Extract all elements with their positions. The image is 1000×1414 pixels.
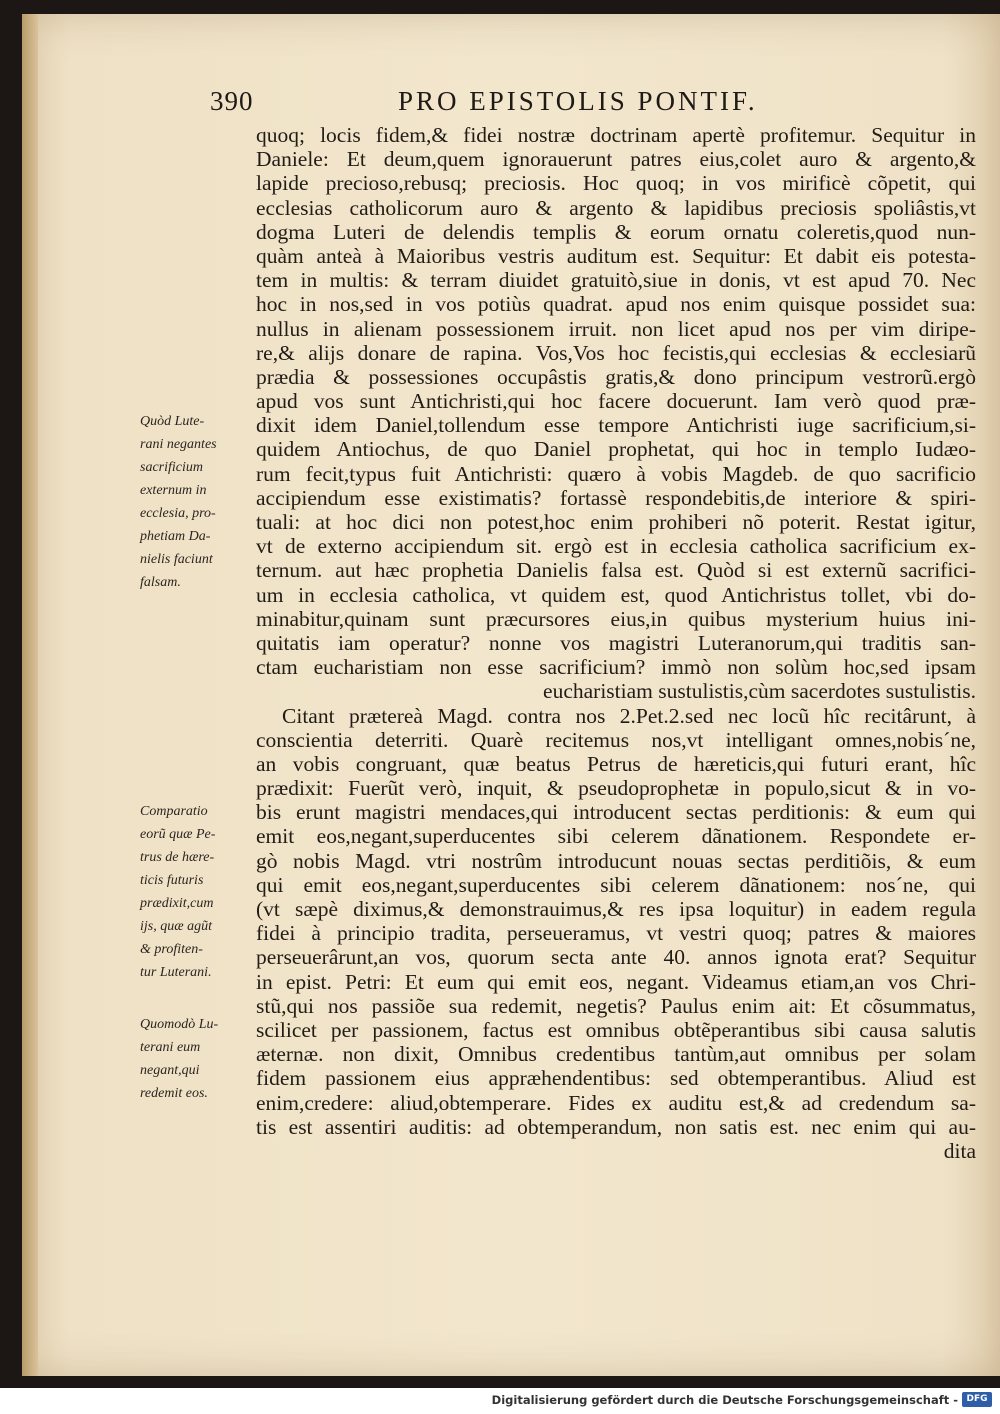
marginal-line: sacrificium [140, 460, 203, 475]
marginal-line: ecclesia, pro- [140, 506, 216, 521]
text-line: lapide precioso,rebusq; preciosis. Hoc quoq; in vos mirificè cõpetit, qui [256, 171, 976, 196]
text-line: dita [943, 1138, 976, 1163]
running-head: PRO EPISTOLIS PONTIF. [398, 86, 758, 116]
text-line: dixit idem Daniel,tollendum esse tempore Antichristi iuge sacrificium,si- [256, 413, 976, 438]
text-line: fidem passionem eius appræhendentibus: sed obtemperantibus. Aliud est [256, 1066, 976, 1091]
funding-notice: Digitalisierung gefördert durch die Deutsche Forschungsgemeinschaft - [491, 1393, 958, 1407]
text-line: prædixit: Fuerũt verò, inquit, & pseudoprophetæ in populo,sicut & in vo- [256, 776, 976, 801]
text-line: quidem Antiochus, de quo Daniel prophetat, qui hoc in templo Iudæo- [256, 437, 976, 462]
marginal-note-luterani-sacrificium [140, 410, 252, 594]
text-line: dogma Luteri de delendis templis & eorum ornatu coleretis,quod nun- [256, 219, 976, 244]
text-line: scilicet per passionem, factus est omnibus obtẽperantibus sibi causa salutis [256, 1017, 976, 1042]
marginal-line: Comparatio [140, 804, 208, 819]
text-line: quitatis iam operatur? nonne vos magistri Luteranorum,qui traditis san- [256, 630, 976, 655]
text-line: tis est assentiri auditis: ad obtemperandum, non satis est. nec enim qui au- [256, 1114, 976, 1139]
text-line: qui emit eos,negant,superducentes sibi celerem dãnationem: nos´ne, qui [256, 872, 976, 897]
page-number: 390 [210, 86, 254, 116]
text-line: tuali: at hoc dici non potest,hoc enim prohiberi nõ poterit. Restat igitur, [256, 510, 976, 534]
marginal-line: ticis futuris [140, 873, 204, 888]
text-line: prædia & possessiones occupâstis gratis,& dono principum vestrorũ.ergò [256, 364, 976, 389]
text-line: æternæ. non dixit, Omnibus credentibus tantùm,aut omnibus per solam [256, 1042, 976, 1067]
text-line: gò nobis Magd. vtri nostrûm introducunt nouas sectas perditiõis, & eum [256, 848, 976, 873]
text-line: Citant prætereà Magd. contra nos 2.Pet.2.sed nec locũ hîc recitârunt, à [282, 703, 976, 728]
text-line: stũ,qui nos passiõe sua redemit, negetis? Paulus enim ait: Et cõsummatus, [256, 993, 976, 1018]
text-line: quoq; locis fidem,& fidei nostræ doctrinam apertè profitemur. Sequitur in [256, 123, 976, 147]
marginal-line: prædixit,cum [140, 896, 214, 911]
text-line: re,& alijs donare de rapina. Vos,Vos hoc fecistis,qui ecclesias & ecclesiarũ [256, 340, 976, 365]
text-line: (vt sæpè diximus,& demonstrauimus,& res ipsa loquitur) in eadem regula [256, 897, 976, 921]
text-line: in epist. Petri: Et eum qui emit eos, negant. Videamus etiam,an vos Chri- [256, 969, 976, 994]
text-line: vt de externo accipiendum sit. ergò est in ecclesia catholica sacrificium ex- [256, 534, 976, 559]
marginal-line: externum in [140, 483, 207, 498]
text-line: eucharistiam sustulistis,cùm sacerdotes sustulistis. [543, 679, 976, 704]
marginal-line: & profiten- [140, 942, 203, 957]
text-line: ecclesias catholicorum auro & argento & lapidibus preciosis spoliâstis,vt [256, 195, 976, 220]
marginal-line: negant,qui [140, 1063, 200, 1078]
page-header [0, 86, 1000, 120]
text-line: accipiendum esse existimatis? fortassè respondebitis,de interiore & spiri- [256, 485, 976, 510]
text-line: tem in multis: & terram diuidet gratuitò,siue in donis, vt est apud 70. Nec [256, 268, 976, 293]
marginal-line: phetiam Da- [140, 529, 211, 544]
marginal-line: Quomodò Lu- [140, 1017, 219, 1032]
text-line: Daniele: Et deum,quem ignorauerunt patres eius,colet auro & argento,& [256, 147, 976, 172]
text-line: bis erunt magistri mendaces,qui introducent sectas perditionis: & eum qui [256, 800, 976, 825]
text-line: emit eos,negant,superducentes sibi celerem dãnationem. Respondete er- [256, 824, 976, 849]
marginal-note-quomodo [140, 1013, 252, 1105]
text-line: an vobis congruant, quæ beatus Petrus de hæreticis,qui futuri erant, hîc [256, 751, 976, 776]
text-line: perseuerârunt,an vos, quorum secta ante 40. annos ignota erat? Sequitur [256, 945, 976, 970]
text-line: ctam eucharistiam non esse sacrificium? immò non solùm hoc,sed ipsam [256, 655, 976, 680]
text-line: um in ecclesia catholica, vt quidem est, quod Antichristus tollet, vbi do- [256, 582, 976, 607]
footer-bar [0, 1388, 1000, 1414]
main-text-block [256, 123, 976, 1163]
marginal-line: ijs, quæ agũt [140, 919, 212, 934]
text-line: nullus in alienam possessionem irruit. non licet apud nos per vim diripe- [256, 316, 976, 341]
marginal-line: rani negantes [140, 437, 217, 452]
text-line: ternum. aut hæc prophetia Danielis falsa est. Quòd si est externũ sacrifici- [256, 558, 976, 583]
text-line: conscientia deterriti. Quarè recitemus nos,vt intelligant omnes,nobis´ne, [256, 727, 976, 752]
text-line: quàm anteà à Maioribus vestris auditum est. Sequitur: Et dabit eis potesta- [256, 243, 976, 268]
text-line: apud vos sunt Antichristi,qui hoc facere docuerunt. Iam verò quod præ- [256, 389, 976, 414]
text-line: rum fecit,typus fuit Antichristi: quæro à vobis Magdeb. de quo sacrificio [256, 461, 976, 486]
page-gutter-edge [22, 14, 38, 1376]
marginal-line: falsam. [140, 575, 181, 590]
marginal-line: trus de hære- [140, 850, 215, 865]
text-line: fidei à principio tradita, perseueramus, vt vestri quoq; patres & maiores [256, 921, 976, 946]
marginal-line: eorũ quæ Pe- [140, 827, 216, 842]
marginal-line: redemit eos. [140, 1086, 208, 1101]
text-line: minabitur,quinam sunt præcursores eius,in quibus mysterium huius ini- [256, 606, 976, 631]
marginal-note-comparatio [140, 800, 252, 984]
dfg-logo-icon: DFG [962, 1392, 992, 1407]
marginal-line: terani eum [140, 1040, 201, 1055]
text-line: hoc in nos,sed in vos potiùs quadrat. apud nos enim quisque possidet sua: [256, 292, 976, 317]
marginal-line: Quòd Lute- [140, 414, 205, 429]
marginal-line: nielis faciunt [140, 552, 213, 567]
marginal-line: tur Luterani. [140, 965, 212, 980]
text-line: enim,credere: aliud,obtemperare. Fides ex auditu est,& ad credendum sa- [256, 1090, 976, 1115]
